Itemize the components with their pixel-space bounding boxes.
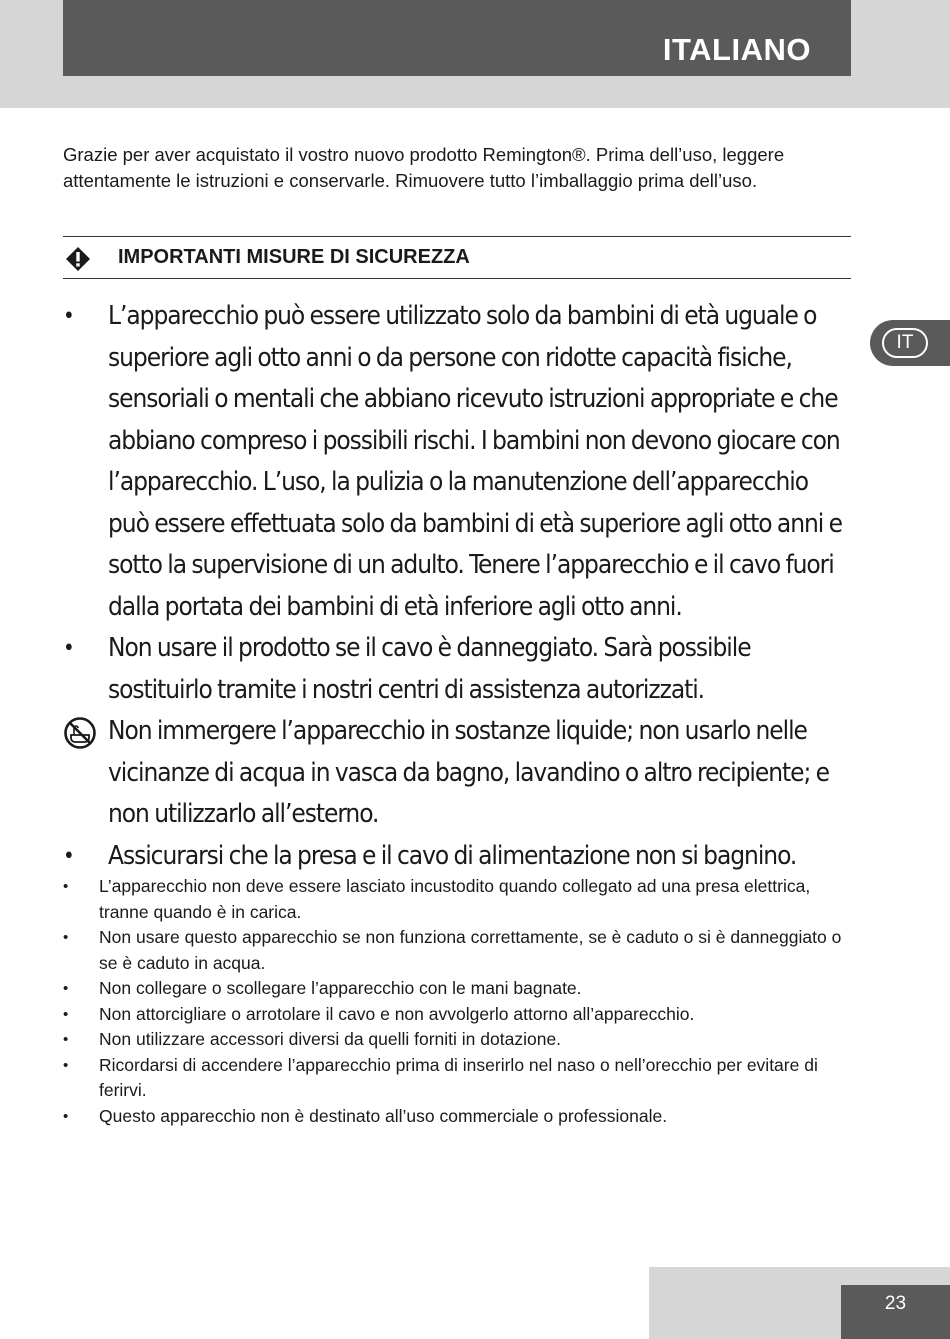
additional-safety-list (63, 874, 853, 1129)
bullet: • (63, 636, 75, 661)
language-tab (870, 320, 950, 366)
list-item-text: Non usare questo apparecchio se non funziona correttamente, se è caduto o si è danneggiato o se è caduto in acqua. (99, 927, 842, 973)
list-item (63, 1053, 853, 1104)
list-item (63, 296, 853, 628)
language-code: IT (882, 328, 928, 358)
bullet: • (63, 1005, 69, 1023)
safety-section-heading (63, 236, 851, 279)
list-item-text: Assicurarsi che la presa e il cavo di alimentazione non si bagnino. (108, 840, 797, 871)
major-safety-list (63, 296, 853, 877)
bullet: • (63, 1107, 69, 1125)
list-item-text: Ricordarsi di accendere l’apparecchio prima di inserirlo nel naso o nell’orecchio per evitare di ferirvi. (99, 1054, 818, 1100)
list-item-text: L’apparecchio può essere utilizzato solo da bambini di età uguale o superiore agli otto anni o da persone con ridotte capacità fisiche, sensoriali o mentali che abbiano ricevuto istruzioni appropriate e che abbiano compreso i possibili rischi. I bambini non devono giocare con l’apparecchio. L’uso, la pulizia o la manutenzione dell’apparecchio può essere effettuata solo da bambini di età superiore agli otto anni e sotto la supervisione di un adulto. Tenere l’apparecchio e il cavo fuori dalla portata dei bambini di età inferiore agli otto anni. (108, 301, 842, 622)
section-title: IMPORTANTI MISURE DI SICUREZZA (118, 246, 470, 268)
list-item (63, 874, 853, 925)
header-bar (63, 0, 851, 76)
list-item-text: Non attorcigliare o arrotolare il cavo e non avvolgerlo attorno all’apparecchio. (99, 1003, 695, 1024)
list-item (63, 711, 853, 836)
bullet: • (63, 878, 69, 895)
list-item-text: L’apparecchio non deve essere lasciato incustodito quando collegato ad una presa elettrica, tranne quando è in carica. (99, 876, 811, 922)
list-item-text: Non utilizzare accessori diversi da quelli forniti in dotazione. (99, 1029, 562, 1049)
intro-paragraph: Grazie per aver acquistato il vostro nuovo prodotto Remington®. Prima dell’uso, leggere attentamente le istruzioni e conservarle. Rimuovere tutto l’imballaggio prima dell’uso. (63, 144, 785, 191)
list-item (63, 836, 853, 878)
list-item-text: Non usare il prodotto se il cavo è danneggiato. Sarà possibile sostituirlo tramite i nostri centri di assistenza autorizzati. (108, 633, 751, 705)
warning-diamond-icon (65, 246, 91, 272)
bullet: • (63, 843, 75, 869)
list-item (63, 925, 853, 976)
language-title: ITALIANO (662, 32, 811, 67)
list-item (63, 1104, 853, 1130)
bullet: • (63, 304, 75, 329)
list-item (63, 1027, 853, 1053)
no-immersion-icon (63, 716, 97, 750)
list-item-text: Non collegare o scollegare l’apparecchio con le mani bagnate. (99, 978, 582, 998)
list-item (63, 628, 853, 711)
list-item-text: Questo apparecchio non è destinato all’uso commerciale o professionale. (99, 1105, 668, 1126)
page-number-box (841, 1285, 950, 1339)
bullet: • (63, 929, 69, 946)
list-item (63, 976, 853, 1002)
bullet: • (63, 980, 69, 997)
bullet: • (63, 1056, 69, 1074)
page-number: 23 (884, 1293, 907, 1314)
list-item (63, 1002, 853, 1028)
list-item-text: Non immergere l’apparecchio in sostanze liquide; non usarlo nelle vicinanze di acqua in vasca da bagno, lavandino o altro recipiente; e non utilizzarlo all’esterno. (108, 716, 830, 829)
bullet: • (63, 1031, 69, 1048)
